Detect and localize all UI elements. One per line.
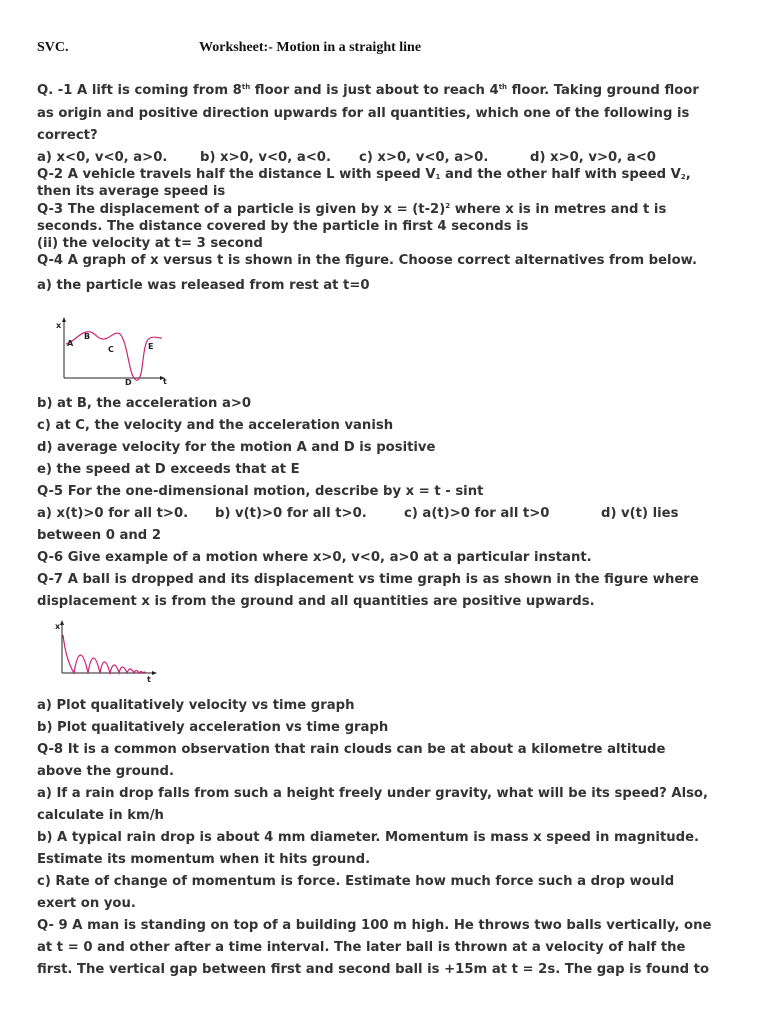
y-axis-arrow bbox=[60, 620, 64, 625]
q8-part-c-cont: exert on you. bbox=[37, 896, 136, 911]
q7-option-b: b) Plot qualitatively acceleration vs time graph bbox=[37, 720, 389, 735]
q1-option-a: a) x<0, v<0, a>0. bbox=[37, 150, 168, 165]
q1-line1: Q. -1 A lift is coming from 8th floor and is just about to reach 4th floor. Taking ground floor bbox=[37, 83, 699, 98]
q5-line3: between 0 and 2 bbox=[37, 528, 161, 543]
q7-line1: Q-7 A ball is dropped and its displacement vs time graph is as shown in the figure where bbox=[37, 572, 699, 587]
q5-line1: Q-5 For the one-dimensional motion, describe by x = t - sint bbox=[37, 484, 484, 499]
axis-label-t: t bbox=[147, 675, 151, 684]
q5-option-c: c) a(t)>0 for all t>0 bbox=[404, 506, 550, 521]
q4-option-b: b) at B, the acceleration a>0 bbox=[37, 396, 252, 411]
y-axis-arrow bbox=[62, 317, 66, 322]
q7-option-a: a) Plot qualitatively velocity vs time graph bbox=[37, 698, 355, 713]
q2-line1: Q-2 A vehicle travels half the distance L with speed $V_1$ and the other half with speed $V_2$, bbox=[37, 167, 691, 182]
q9-line1: Q- 9 A man is standing on top of a building 100 m high. He throws two balls vertically, one bbox=[37, 918, 712, 933]
q8-part-c: c) Rate of change of momentum is force. Estimate how much force such a drop would bbox=[37, 874, 675, 889]
q7-bounce-graph bbox=[52, 615, 162, 690]
bounce-curve bbox=[63, 635, 146, 673]
q8-line2: above the ground. bbox=[37, 764, 174, 779]
q1-option-b: b) x>0, v<0, a<0. bbox=[200, 150, 331, 165]
point-label-e: E bbox=[148, 342, 154, 351]
q3-line1: Q-3 The displacement of a particle is given by $x = (t-2)^2$ where x is in metres and t is bbox=[37, 202, 667, 217]
point-label-d: D bbox=[125, 378, 132, 387]
q4-line1: Q-4 A graph of x versus t is shown in the figure. Choose correct alternatives from below. bbox=[37, 253, 697, 268]
q1-line2: as origin and positive direction upwards for all quantities, which one of the following is bbox=[37, 106, 690, 121]
q3-line3: (ii) the velocity at t= 3 second bbox=[37, 236, 263, 251]
q5-option-d: d) v(t) lies bbox=[601, 506, 679, 521]
axis-label-x: x bbox=[56, 321, 62, 330]
q4-option-c: c) at C, the velocity and the acceleration vanish bbox=[37, 418, 394, 433]
q8-part-b: b) A typical rain drop is about 4 mm diameter. Momentum is mass x speed in magnitude. bbox=[37, 830, 700, 845]
q9-line3: first. The vertical gap between first and second ball is +15m at t = 2s. The gap is found to bbox=[37, 962, 710, 977]
q8-part-a: a) If a rain drop falls from such a height freely under gravity, what will be its speed? Also, bbox=[37, 786, 709, 801]
q4-option-a: a) the particle was released from rest at t=0 bbox=[37, 278, 370, 293]
point-label-c: C bbox=[108, 345, 114, 354]
worksheet-title: Worksheet:- Motion in a straight line bbox=[199, 40, 422, 55]
x-axis-arrow bbox=[152, 671, 157, 675]
q4-option-e: e) the speed at D exceeds that at E bbox=[37, 462, 300, 477]
q5-option-a: a) x(t)>0 for all t>0. bbox=[37, 506, 189, 521]
q1-line3: correct? bbox=[37, 128, 98, 143]
q4-xt-graph bbox=[50, 312, 170, 395]
q3-line2: seconds. The distance covered by the particle in first 4 seconds is bbox=[37, 219, 529, 234]
school-label: SVC. bbox=[37, 40, 69, 55]
point-label-b: B bbox=[84, 332, 91, 341]
axis-label-x: x bbox=[55, 622, 61, 631]
q5-option-b: b) v(t)>0 for all t>0. bbox=[215, 506, 367, 521]
q7-line2: displacement x is from the ground and all quantities are positive upwards. bbox=[37, 594, 595, 609]
q2-line2: then its average speed is bbox=[37, 184, 226, 199]
q8-part-b-cont: Estimate its momentum when it hits ground. bbox=[37, 852, 371, 867]
q8-line1: Q-8 It is a common observation that rain clouds can be at about a kilometre altitude bbox=[37, 742, 666, 757]
q1-option-d: d) x>0, v>0, a<0 bbox=[530, 150, 656, 165]
point-label-a: A bbox=[67, 339, 74, 348]
q6-line1: Q-6 Give example of a motion where x>0, v<0, a>0 at a particular instant. bbox=[37, 550, 592, 565]
q1-option-c: c) x>0, v<0, a>0. bbox=[359, 150, 489, 165]
q9-line2: at t = 0 and other after a time interval. The later ball is thrown at a velocity of half the bbox=[37, 940, 686, 955]
q8-part-a-cont: calculate in km/h bbox=[37, 808, 164, 823]
q4-option-d: d) average velocity for the motion A and D is positive bbox=[37, 440, 436, 455]
position-curve bbox=[66, 332, 162, 381]
axis-label-t: t bbox=[163, 377, 167, 386]
